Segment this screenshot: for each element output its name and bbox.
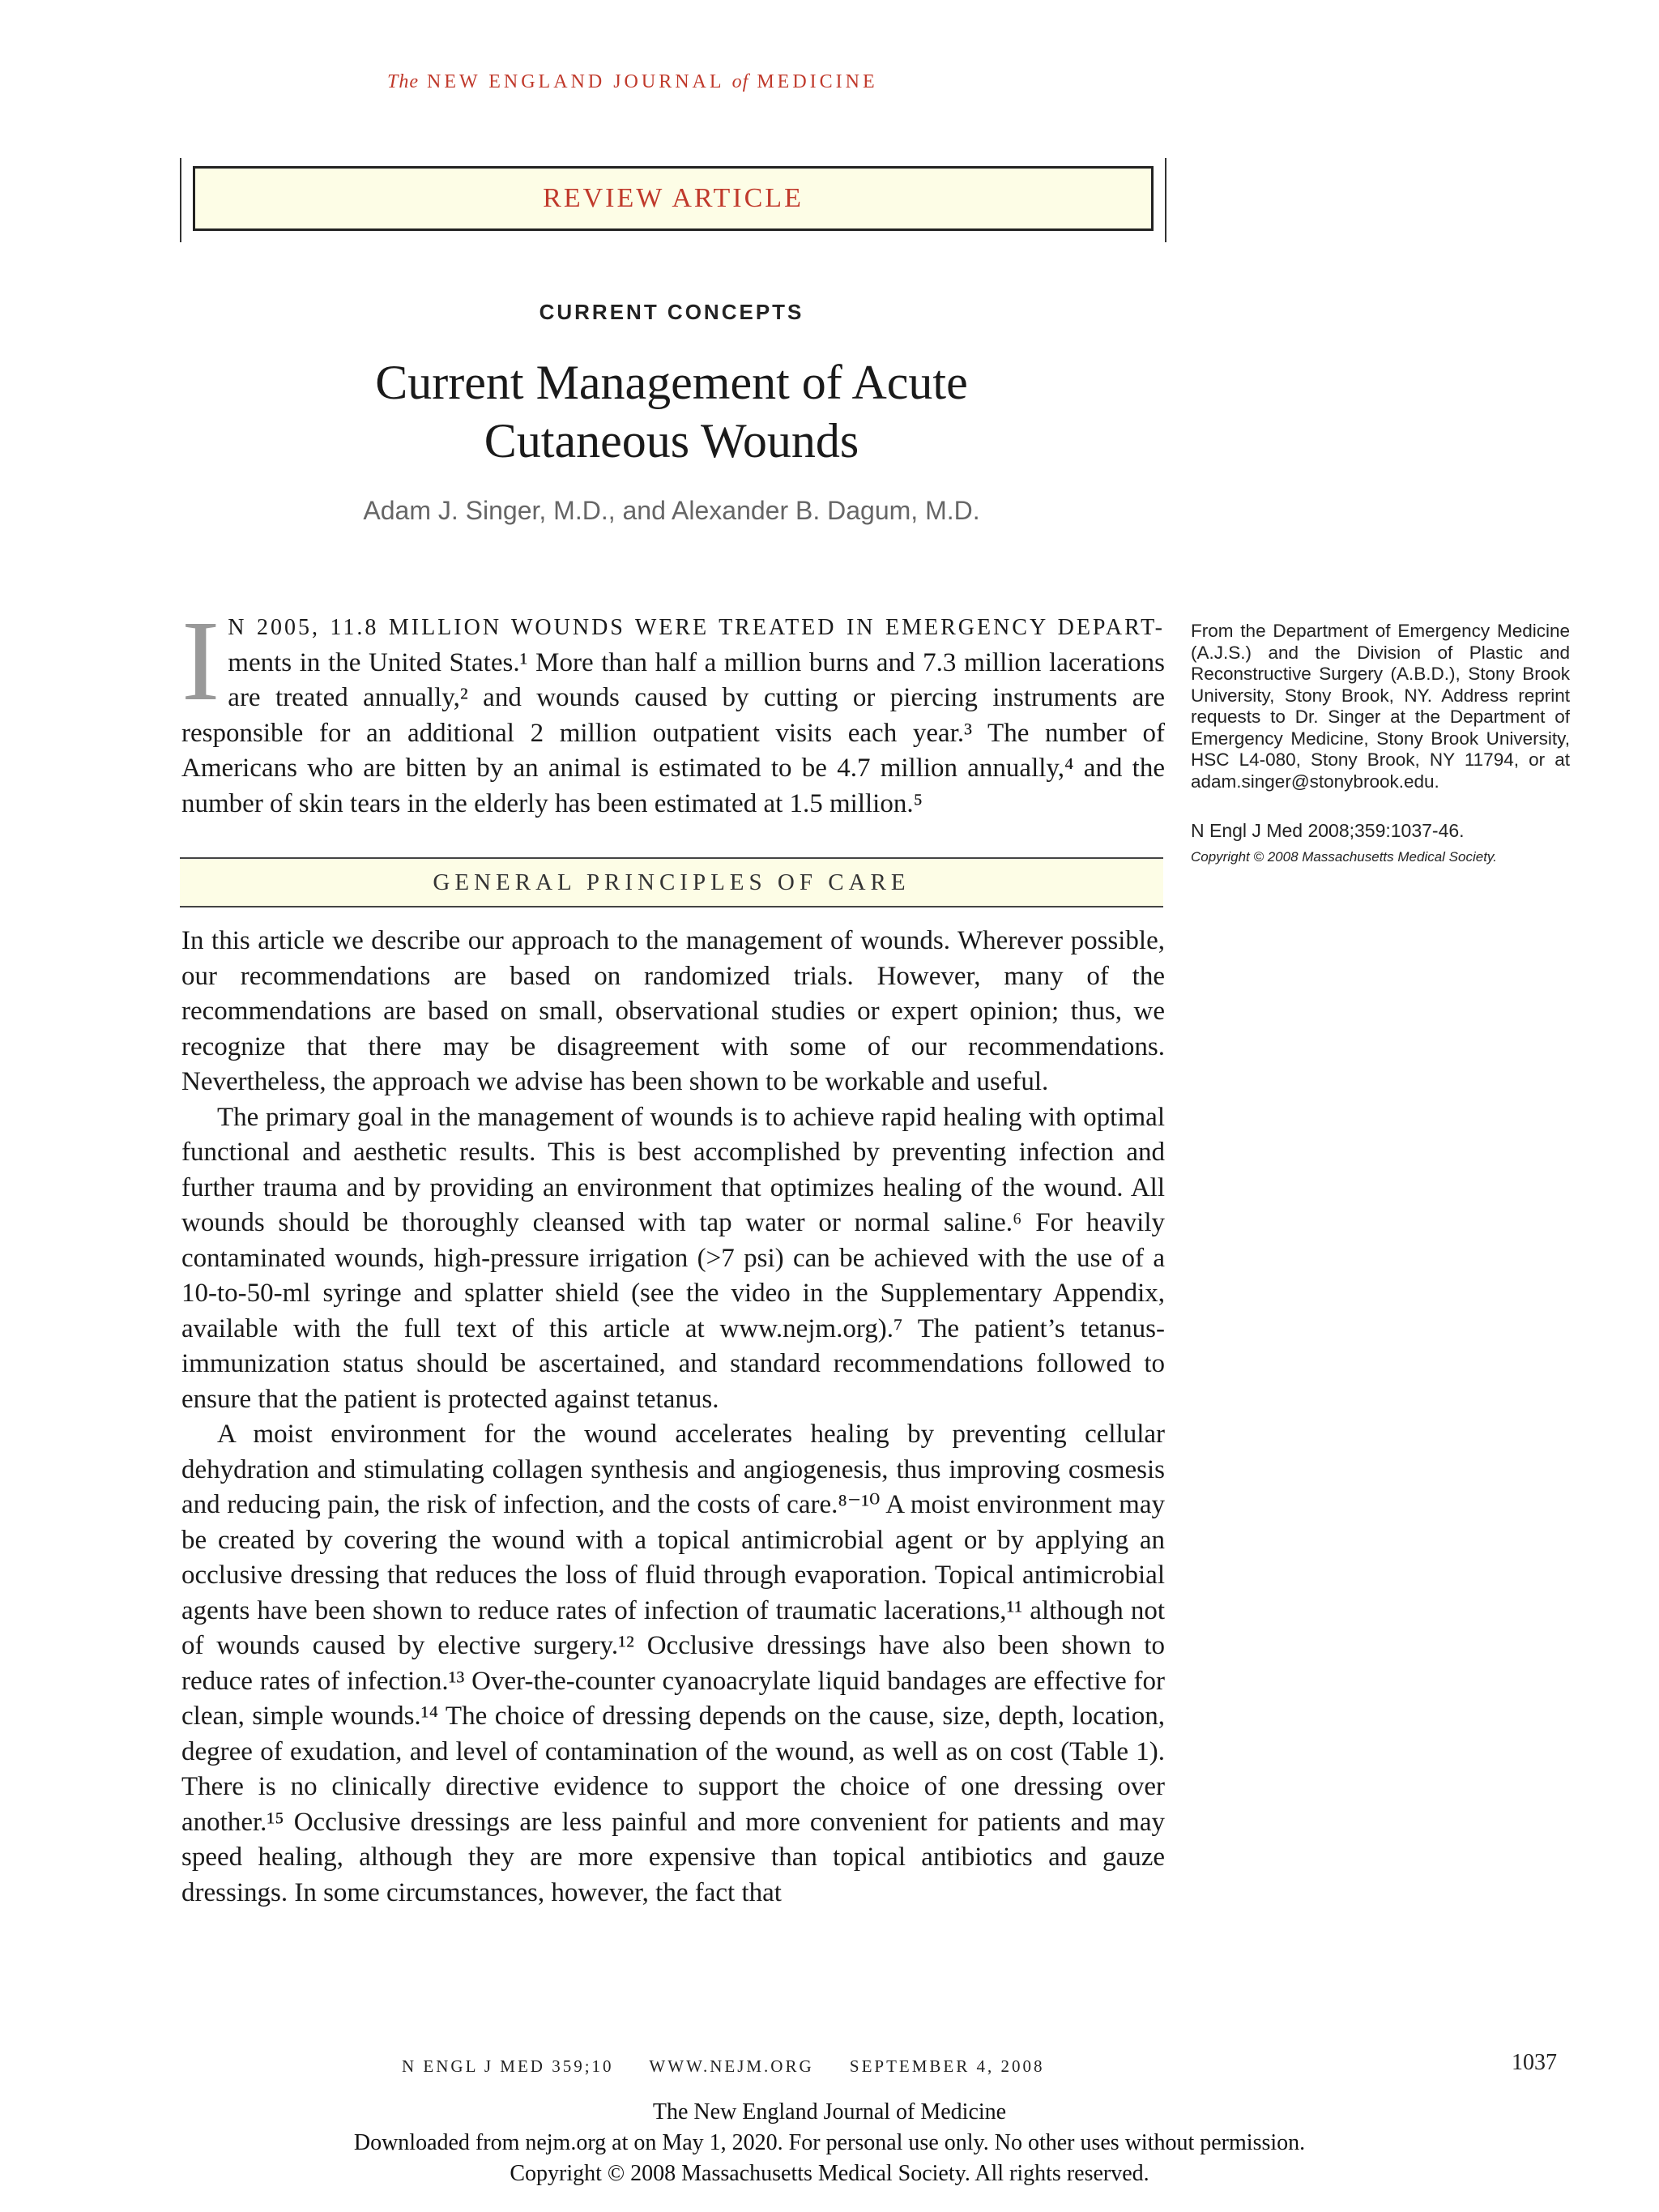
page-number: 1037 <box>1512 2050 1557 2075</box>
footer-date: SEPTEMBER 4, 2008 <box>849 2056 1045 2076</box>
citation: N Engl J Med 2008;359:1037-46. <box>1191 820 1465 841</box>
section-heading-label: GENERAL PRINCIPLES OF CARE <box>433 869 911 895</box>
intro-lead-in: N 2005, 11.8 MILLION WOUNDS WERE TREATED IN EMERGENCY DEPART- <box>228 615 1165 640</box>
copyright-note: Copyright © 2008 Massachusetts Medical Society. <box>1191 848 1497 865</box>
footer-url: WWW.NEJM.ORG <box>649 2056 814 2076</box>
author-affiliation: From the Department of Emergency Medicine (A.J.S.) and the Division of Plastic and Reconstructive Surgery (A.B.D.), Stony Brook University, Stony Brook, NY. Address reprint requests to Dr. Singer at the Department of Emergency Medicine, Stony Brook University, HSC L4-080, Stony Brook, NY 11794, or at adam.singer@stonybrook.edu. <box>1191 621 1570 792</box>
running-head-of: of <box>731 71 749 92</box>
article-type-banner <box>180 158 1166 242</box>
notice-line-3: Copyright © 2008 Massachusetts Medical Society. All rights reserved. <box>510 2161 1149 2186</box>
sidebar-notes <box>1191 621 1570 868</box>
running-head-part2: MEDICINE <box>757 71 878 92</box>
body-paragraph: A moist environment for the wound accelerates healing by preventing cellular dehydration and stimulating collagen synthesis and angiogenesis, thus improving cosmesis and reducing pain, the risk of infection, and the costs of care.⁸⁻¹⁰ A moist environment may be created by covering the wound with a topical antimicrobial agent or by applying an occlusive dressing that reduces the loss of fluid through evaporation. Topical antimicrobial agents have been shown to reduce rates of infection of traumatic lacerations,¹¹ although not of wounds caused by elective surgery.¹² Occlusive dressings have also been shown to reduce rates of infection.¹³ Over-the-counter cyanoacrylate liquid bandages are effective for clean, simple wounds.¹⁴ The choice of dressing depends on the cause, size, depth, location, degree of exudation, and level of contamination of the wound, as well as on cost (Table 1). There is no clinically directive evidence to support the choice of one dressing over another.¹⁵ Occlusive dressings are less painful and more convenient for patients and may speed healing, although they are more expensive than topical antibiotics and gauze dressings. In some circumstances, however, the fact that <box>181 1420 1165 1907</box>
drop-cap: I <box>181 596 220 724</box>
running-head-the: The <box>387 71 419 92</box>
section-heading <box>180 857 1163 907</box>
notice-line-2: Downloaded from nejm.org at on May 1, 2020. For personal use only. No other uses without permission. <box>353 2130 1306 2155</box>
author-byline: Adam J. Singer, M.D., and Alexander B. Dagum, M.D. <box>363 496 980 525</box>
body-text <box>181 924 1165 1911</box>
series-kicker: CURRENT CONCEPTS <box>539 300 804 324</box>
running-head <box>387 71 878 93</box>
footer-journal: N ENGL J MED 359;10 <box>402 2056 614 2076</box>
body-paragraph: In this article we describe our approach to the management of wounds. Wherever possible, our recommendations are based on randomized trials. However, many of the recommendations are based on small, observational studies or expert opinion; thus, we recognize that there may be disagreement with some of our recommendations. Nevertheless, the approach we advise has been shown to be workable and useful. <box>181 926 1165 1096</box>
running-head-part1: NEW ENGLAND JOURNAL <box>427 71 724 92</box>
intro-text: ments in the United States.¹ More than half a million burns and 7.3 million lacerations are treated annually,² and wounds caused by cutting or piercing instruments are responsible for an additional 2 million outpatient visits each year.³ The number of Americans who are bitten by an animal is estimated to be 4.7 million annually,⁴ and the number of skin tears in the elderly has been estimated at 1.5 million.⁵ <box>181 647 1165 818</box>
notice-line-1: The New England Journal of Medicine <box>652 2099 1007 2124</box>
article-title <box>180 353 1163 470</box>
title-line-2: Cutaneous Wounds <box>484 414 859 468</box>
banner-box <box>193 166 1154 231</box>
body-paragraph: The primary goal in the management of wounds is to achieve rapid healing with optimal functional and aesthetic results. This is best accomplished by preventing infection and further trauma and by providing an environment that optimizes healing of the wound. All wounds should be thoroughly cleansed with tap water or normal saline.⁶ For heavily contaminated wounds, high-pressure irrigation (>7 psi) can be achieved with the use of a 10-to-50-ml syringe and splatter shield (see the video in the Supplementary Appendix, available with the full text of this article at www.nejm.org).⁷ The patient’s tetanus-immunization status should be ascertained, and standard recommendations followed to ensure that the patient is protected against tetanus. <box>181 1102 1165 1414</box>
page-footer <box>402 2056 1074 2077</box>
download-notice <box>0 2097 1659 2189</box>
intro-paragraph <box>181 596 1165 822</box>
article-type-label: REVIEW ARTICLE <box>543 183 804 213</box>
title-line-1: Current Management of Acute <box>375 356 968 409</box>
